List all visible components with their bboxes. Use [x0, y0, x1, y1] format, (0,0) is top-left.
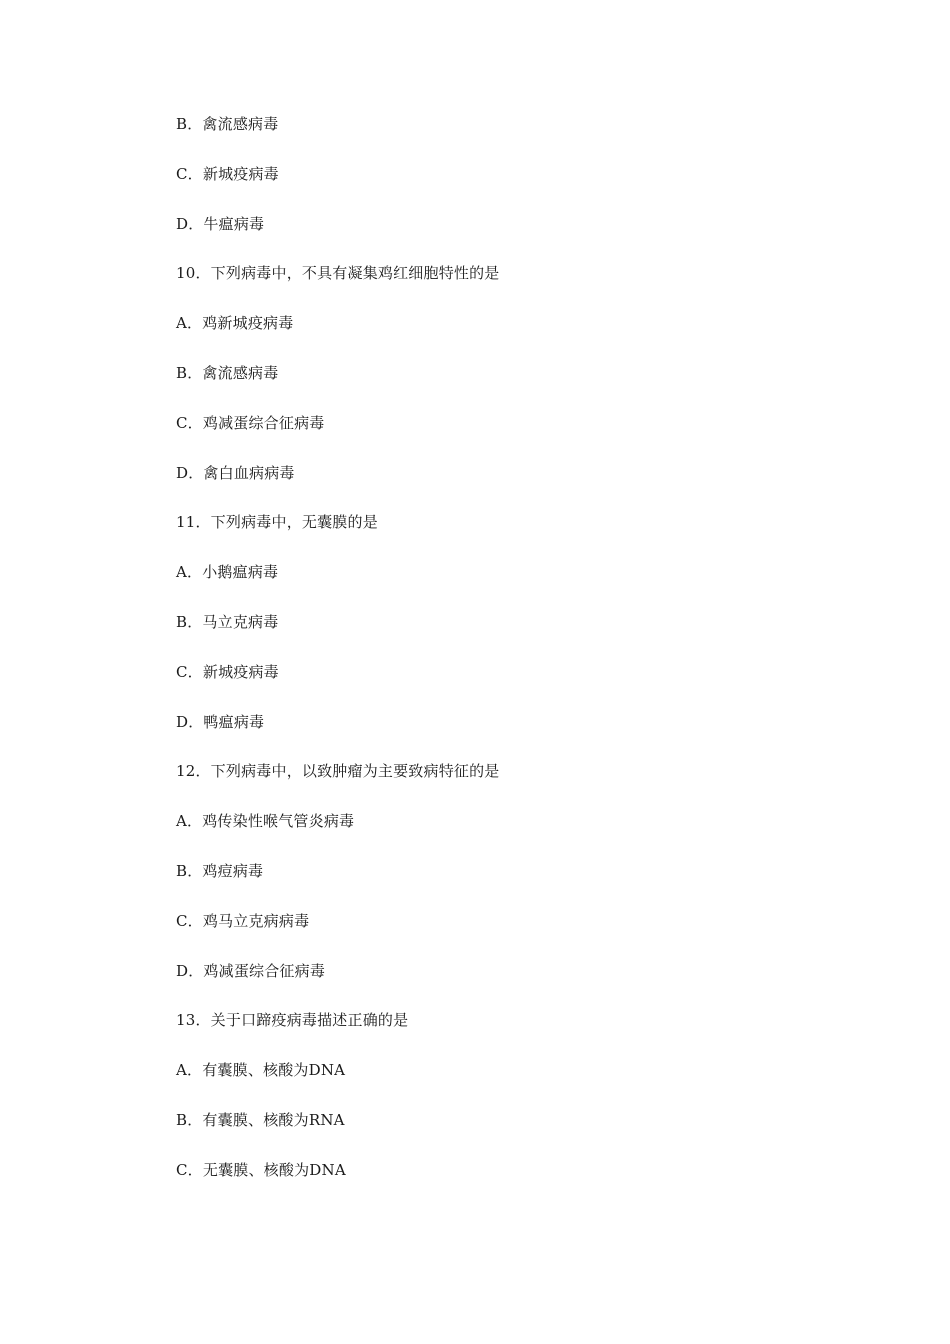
- option-a-q13: A．有囊膜、核酸为DNA: [176, 1061, 346, 1080]
- option-c-q13: C．无囊膜、核酸为DNA: [176, 1160, 346, 1179]
- option-b-q9: B．禽流感病毒: [176, 115, 279, 133]
- question-13: 13．关于口蹄疫病毒描述正确的是: [176, 1011, 409, 1030]
- option-b-q12: B．鸡痘病毒: [176, 861, 264, 880]
- option-c-q12: C．鸡马立克病病毒: [176, 911, 310, 930]
- option-c-q11: C．新城疫病毒: [176, 662, 279, 681]
- option-a-q12: A．鸡传染性喉气管炎病毒: [176, 812, 355, 831]
- option-a-q10: A．鸡新城疫病毒: [176, 314, 294, 333]
- question-10: 10．下列病毒中，不具有凝集鸡红细胞特性的是: [176, 264, 500, 283]
- option-c-q9: C．新城疫病毒: [176, 164, 279, 183]
- option-b-q13: B．有囊膜、核酸为RNA: [176, 1110, 345, 1129]
- option-d-q9: D．牛瘟病毒: [176, 214, 265, 233]
- option-b-q11: B．马立克病毒: [176, 612, 279, 631]
- question-12: 12．下列病毒中，以致肿瘤为主要致病特征的是: [176, 762, 500, 781]
- option-c-q10: C．鸡减蛋综合征病毒: [176, 413, 325, 432]
- option-a-q11: A．小鹅瘟病毒: [176, 563, 279, 582]
- question-list: [176, 114, 876, 1210]
- option-d-q10: D．禽白血病病毒: [176, 463, 295, 482]
- question-11: 11．下列病毒中，无囊膜的是: [176, 513, 378, 532]
- option-d-q11: D．鸭瘟病毒: [176, 712, 265, 731]
- option-d-q12: D．鸡减蛋综合征病毒: [176, 961, 326, 980]
- option-b-q10: B．禽流感病毒: [176, 363, 279, 382]
